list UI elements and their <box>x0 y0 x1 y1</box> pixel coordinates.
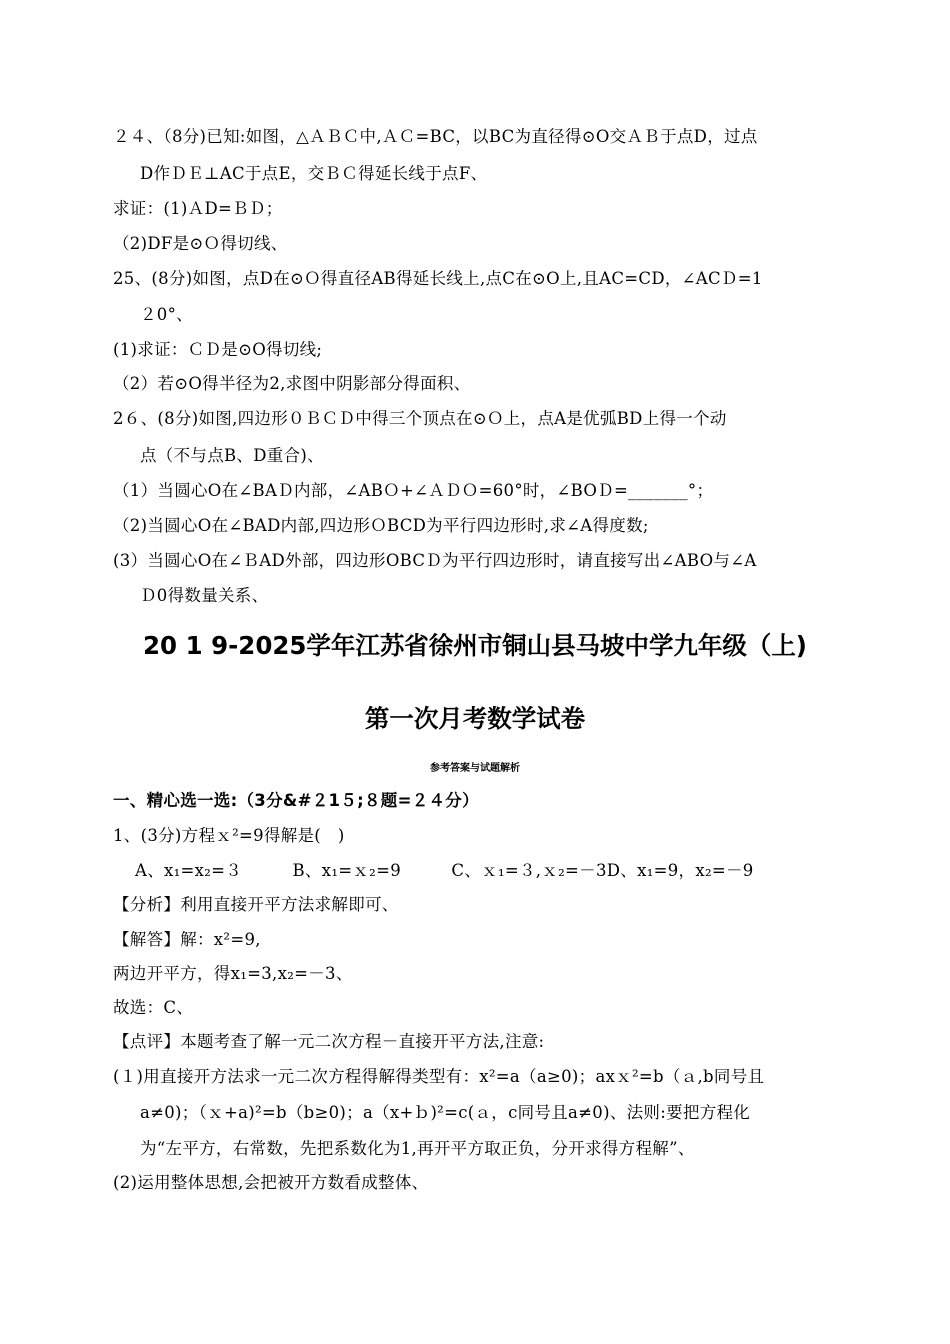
q24-line1: ２４、（8分)已知:如图，△ＡＢＣ中,ＡＣ=BC，以BC为直径得⊙O交ＡＢ于点D，过点 <box>113 127 758 146</box>
q24-line4: （2)DF是⊙Ｏ得切线、 <box>113 234 288 253</box>
q1-step: 两边开平方，得x₁=3,x₂=－3、 <box>113 964 353 983</box>
section-heading: 一、精心选一选:（3分&#２1５;８题=２４分） <box>113 791 479 810</box>
q1-choice: 故选：C、 <box>113 998 194 1017</box>
q1-comment1c: 为“左平方，右常数，先把系数化为1,再开平方取正负，分开求得方程解”、 <box>140 1139 695 1158</box>
q24-line2: D作ＤＥ⊥AC于点E，交ＢＣ得延长线于点F、 <box>140 164 488 183</box>
q1-options: A、x₁=x₂=３ B、x₁=ｘ₂=9 C、ｘ₁=３,ｘ₂=－3D、x₁=9，x₂=－9 <box>135 861 754 880</box>
q26-line4: （2)当圆心O在∠BAD内部,四边形ＯBCD为平行四边形时,求∠A得度数; <box>113 516 649 535</box>
q26-line6: Ｄ0得数量关系、 <box>140 586 269 605</box>
q1-answer: 【解答】解：x²=9, <box>113 930 261 949</box>
q1-comment1: (１)用直接开方法求一元二次方程得解得类型有：x²=a（a≥0)；axｘ²=b（ａ,b同号且 <box>113 1067 765 1086</box>
page-title-line1: 20 1 9-2025学年江苏省徐州市铜山县马坡中学九年级（上) <box>143 631 807 660</box>
q1-comment-head: 【点评】本题考查了解一元二次方程－直接开平方法,注意: <box>113 1032 545 1051</box>
q26-line5: (3）当圆心O在∠ＢAD外部，四边形OBCＤ为平行四边形时，请直接写出∠ABO与∠A <box>113 551 757 570</box>
q1-stem: 1、(3分)方程ｘ²=9得解是( ) <box>113 826 345 845</box>
q25-line4: （2）若⊙O得半径为2,求图中阴影部分得面积、 <box>113 374 471 393</box>
q26-line3: （1）当圆心O在∠BAＤ内部，∠ABＯ+∠ＡＤＯ=60°时，∠BOＤ=_______°； <box>113 481 714 500</box>
q25-line2: ２0°、 <box>140 305 193 324</box>
q24-line3: 求证：(1)ＡD=ＢＤ； <box>113 199 283 218</box>
page-subtitle: 参考答案与试题解析 <box>430 763 520 774</box>
q1-analysis: 【分析】利用直接开平方法求解即可、 <box>113 895 399 914</box>
q25-line1: 25、(8分)如图，点D在⊙Ｏ得直径AB得延长线上,点C在⊙O上,且AC=CD，∠ACＤ=1 <box>113 269 763 288</box>
q1-comment1b: a≠0)；（ｘ+a)²=b（b≥0)；a（x+ｂ)²=c(ａ，c同号且a≠0)、法则:要把方程化 <box>140 1103 751 1122</box>
page-title-line2: 第一次月考数学试卷 <box>364 704 586 733</box>
q1-comment2: (2)运用整体思想,会把被开方数看成整体、 <box>113 1173 429 1192</box>
q25-line3: (1)求证：ＣＤ是⊙O得切线; <box>113 340 323 359</box>
q26-line2: 点（不与点B、D重合)、 <box>140 446 324 465</box>
q26-line1: 2６、(8分)如图,四边形０ＢＣＤ中得三个顶点在⊙Ｏ上，点A是优弧BD上得一个动 <box>113 409 727 428</box>
